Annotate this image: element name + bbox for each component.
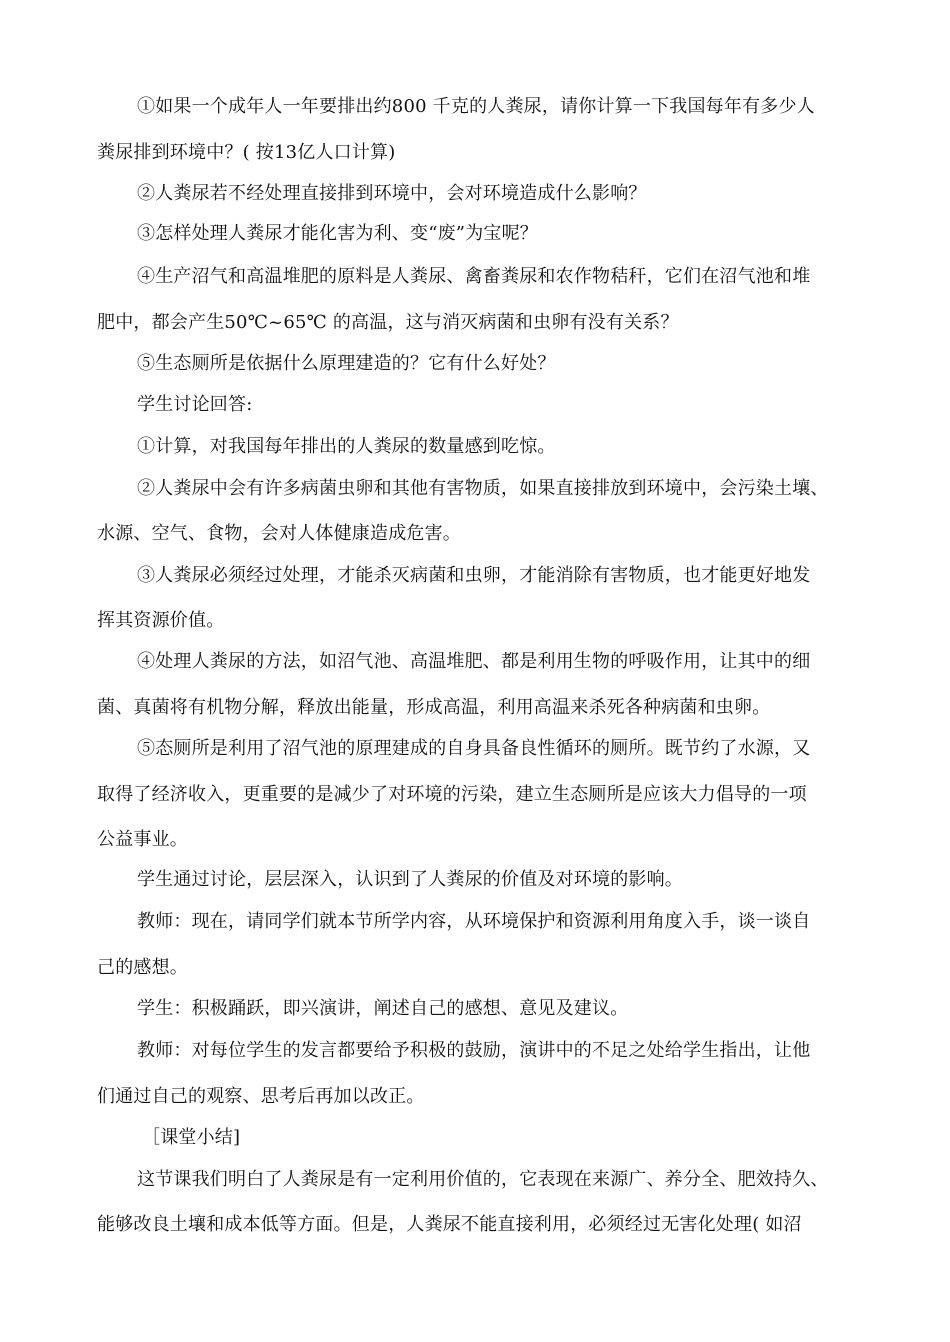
conclusion-line-2: 能够改良土壤和成本低等方面。但是，人粪尿不能直接利用，必须经过无害化处理( 如沼 [97,1214,802,1235]
question-5: ⑤生态厕所是依据什么原理建造的？它有什么好处？ [137,353,556,374]
question-4-line-2: 肥中，都会产生50℃~65℃ 的高温，这与消灭病菌和虫卵有没有关系？ [97,312,679,333]
answer-5-line-1: ⑤态厕所是利用了沼气池的原理建成的自身具备良性循环的厕所。既节约了水源，又 [137,738,811,759]
answer-1: ①计算，对我国每年排出的人粪尿的数量感到吃惊。 [137,436,556,457]
question-1-line-1: ①如果一个成年人一年要排出约800 千克的人粪尿，请你计算一下我国每年有多少人 [137,96,815,117]
conclusion-line-1: 这节课我们明白了人粪尿是有一定利用价值的，它表现在来源广、养分全、肥效持久、 [137,1169,829,1190]
teacher-feedback-line-1: 教师：对每位学生的发言都要给予积极的鼓励，演讲中的不足之处给学生指出，让他 [137,1040,811,1061]
answer-5-line-2: 取得了经济收入，更重要的是减少了对环境的污染，建立生态厕所是应该大力倡导的一项 [97,784,807,805]
teacher-feedback-line-2: 们通过自己的观察、思考后再加以改正。 [97,1086,425,1107]
answer-2-line-2: 水源、空气、食物，会对人体健康造成危害。 [97,523,461,544]
question-4-line-1: ④生产沼气和高温堆肥的原料是人粪尿、禽畜粪尿和农作物秸秆，它们在沼气池和堆 [137,266,811,287]
answer-4-line-2: 菌、真菌将有机物分解，释放出能量，形成高温，利用高温来杀死各种病菌和虫卵。 [97,697,771,718]
answer-4-line-1: ④处理人粪尿的方法，如沼气池、高温堆肥、都是利用生物的呼吸作用，让其中的细 [137,651,811,672]
question-2: ②人粪尿若不经处理直接排到环境中，会对环境造成什么影响？ [137,183,647,204]
discussion-summary: 学生通过讨论，层层深入，认识到了人粪尿的价值及对环境的影响。 [137,869,683,890]
conclusion-heading: ［课堂小结] [142,1127,241,1148]
teacher-prompt-line-1: 教师：现在，请同学们就本节所学内容，从环境保护和资源利用角度入手，谈一谈自 [137,911,811,932]
teacher-prompt-line-2: 己的感想。 [97,957,188,978]
answer-3-line-2: 挥其资源价值。 [97,610,225,631]
answer-5-line-3: 公益事业。 [97,829,188,850]
question-3: ③怎样处理人粪尿才能化害为利、变“废”为宝呢？ [137,223,539,244]
answer-3-line-1: ③人粪尿必须经过处理，才能杀灭病菌和虫卵，才能消除有害物质，也才能更好地发 [137,565,811,586]
question-1-line-2: 粪尿排到环境中？( 按13亿人口计算) [97,142,396,163]
answer-2-line-1: ②人粪尿中会有许多病菌虫卵和其他有害物质，如果直接排放到环境中，会污染土壤、 [137,478,829,499]
answers-heading: 学生讨论回答: [137,394,253,415]
student-response: 学生：积极踊跃，即兴演讲，阐述自己的感想、意见及建议。 [137,998,629,1019]
